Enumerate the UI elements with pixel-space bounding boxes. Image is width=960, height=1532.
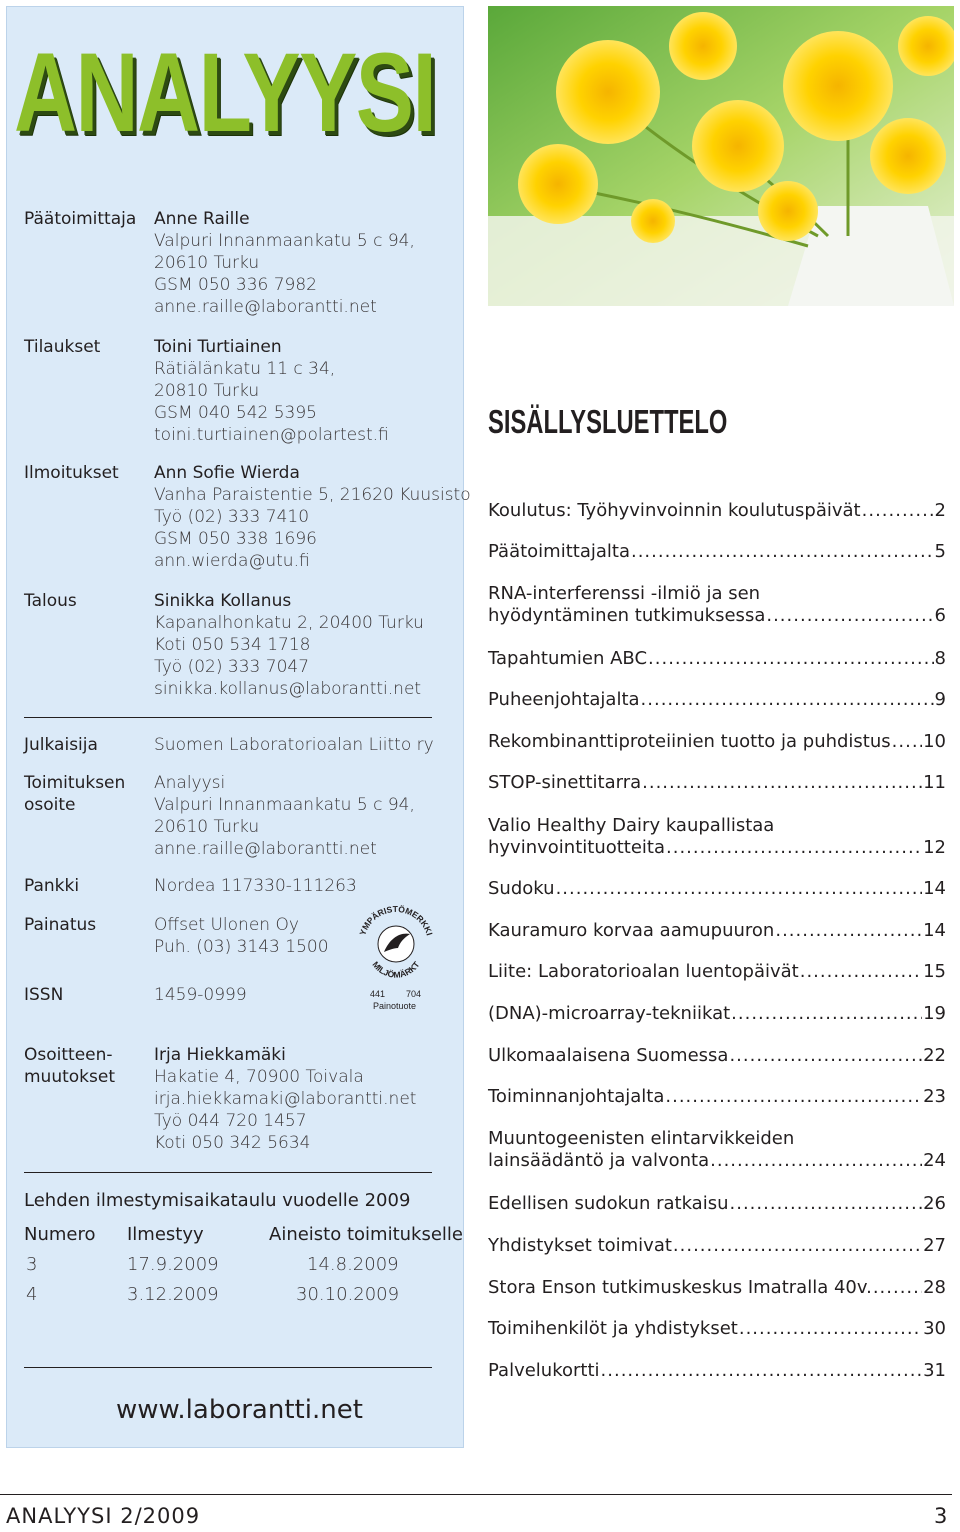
- ads-work-phone: Työ (02) 333 7410: [154, 507, 310, 527]
- schedule-cell: 3.12.2009: [127, 1284, 219, 1305]
- address-changes-work-phone: Työ 044 720 1457: [154, 1111, 307, 1131]
- ads-contact: [154, 462, 471, 572]
- toc-entry[interactable]: [488, 772, 946, 794]
- issn-label: ISSN: [24, 985, 64, 1005]
- editor-phone: GSM 050 336 7982: [154, 275, 318, 295]
- toc-leader-dots: [631, 541, 934, 563]
- divider: [24, 1367, 432, 1368]
- toc-entry[interactable]: [488, 689, 946, 711]
- toc-leader-dots: [641, 689, 934, 711]
- printing-contact: [154, 914, 329, 958]
- toc-entry-title: STOP-sinettitarra: [488, 772, 642, 793]
- schedule-header-number: Numero: [24, 1224, 96, 1245]
- toc-leader-dots: [601, 1360, 923, 1382]
- address-changes-email: irja.hiekkamaki@laborantti.net: [154, 1089, 417, 1109]
- toc-entry-title: Toimihenkilöt ja yhdistykset: [488, 1318, 738, 1339]
- toc-entry[interactable]: [488, 500, 946, 522]
- ecolabel-number-right: 704: [406, 989, 422, 999]
- editor-email: anne.raille@laborantti.net: [154, 297, 377, 317]
- toc-entry-title: Tapahtumien ABC: [488, 648, 648, 669]
- editor-address-line: 20610 Turku: [154, 253, 260, 273]
- toc-entry-page: 24: [923, 1150, 946, 1171]
- toc-entry-title: Ulkomaalaisena Suomessa: [488, 1045, 729, 1066]
- toc-entry-title: hyödyntäminen tutkimuksessa: [488, 605, 766, 626]
- subscriptions-address-line: Rätiälänkatu 11 c 34,: [154, 359, 336, 379]
- toc-entry-page: 19: [923, 1003, 946, 1024]
- website-link[interactable]: www.laborantti.net: [116, 1395, 363, 1425]
- toc-leader-dots: [666, 837, 922, 859]
- toc-leader-dots: [673, 1235, 922, 1257]
- printing-label: Painatus: [24, 915, 97, 935]
- toc-entry[interactable]: [488, 648, 946, 670]
- divider: [24, 717, 432, 718]
- toc-entry-title: (DNA)-microarray-tekniikat: [488, 1003, 731, 1024]
- toc-entry-title: Puheenjohtajalta: [488, 689, 640, 710]
- toc-entry-title: Toiminnanjohtajalta: [488, 1086, 665, 1107]
- ads-address-line: Vanha Paraistentie 5, 21620 Kuusisto: [154, 485, 471, 505]
- toc-entry[interactable]: [488, 1318, 946, 1340]
- toc-entry-page: 9: [934, 689, 946, 710]
- toc-leader-dots: [800, 961, 922, 983]
- printing-phone: Puh. (03) 3143 1500: [154, 937, 329, 957]
- finance-label: Talous: [24, 591, 77, 611]
- toc-entry[interactable]: [488, 1045, 946, 1067]
- toc-entry[interactable]: [488, 1235, 946, 1257]
- finance-home-phone: Koti 050 534 1718: [154, 635, 311, 655]
- address-changes-label-line: Osoitteen-: [24, 1045, 113, 1065]
- toc-entry[interactable]: [488, 731, 946, 753]
- subscriptions-phone: GSM 040 542 5395: [154, 403, 318, 423]
- toc-entry-title: RNA-interferenssi -ilmiö ja sen: [488, 583, 761, 604]
- office-email: anne.raille@laborantti.net: [154, 839, 377, 859]
- schedule-header-deadline: Aineisto toimitukselle: [269, 1224, 463, 1245]
- nordic-swan-ecolabel: [356, 902, 436, 1014]
- toc-entry[interactable]: [488, 815, 946, 859]
- address-changes-contact: [154, 1044, 416, 1154]
- footer-rule: [0, 1494, 952, 1495]
- address-changes-label-line: muutokset: [24, 1067, 116, 1087]
- office-label: [24, 772, 125, 816]
- schedule-cell: 14.8.2009: [307, 1254, 399, 1275]
- office-label-line: Toimituksen: [24, 773, 126, 793]
- toc-entry-title: Muuntogeenisten elintarvikkeiden: [488, 1128, 795, 1149]
- toc-entry-page: 15: [923, 961, 946, 982]
- ads-name: Ann Sofie Wierda: [154, 463, 300, 483]
- ecolabel-arc-bottom: MILJÖMÄRKT: [370, 959, 422, 980]
- office-address-line: 20610 Turku: [154, 817, 260, 837]
- toc-entry[interactable]: [488, 1128, 946, 1172]
- subscriptions-contact: [154, 336, 389, 446]
- finance-work-phone: Työ (02) 333 7047: [154, 657, 310, 677]
- finance-contact: [154, 590, 424, 700]
- editor-label: Päätoimittaja: [24, 209, 137, 229]
- toc-leader-dots: [710, 1150, 922, 1172]
- publisher-value: Suomen Laboratorioalan Liitto ry: [154, 735, 434, 755]
- subscriptions-email: toini.turtiainen@polartest.fi: [154, 425, 389, 445]
- toc-entry-page: 2: [934, 500, 946, 521]
- toc-entry-title: Päätoimittajalta: [488, 541, 630, 562]
- schedule-cell: 4: [26, 1284, 38, 1305]
- address-changes-address-line: Hakatie 4, 70900 Toivala: [154, 1067, 364, 1087]
- toc-entry-page: 10: [923, 731, 946, 752]
- footer-issue: ANALYYSI 2/2009: [6, 1504, 201, 1528]
- schedule-cell: 3: [26, 1254, 38, 1275]
- finance-email: sinikka.kollanus@laborantti.net: [154, 679, 422, 699]
- finance-name: Sinikka Kollanus: [154, 591, 292, 611]
- toc-leader-dots: [739, 1318, 922, 1340]
- toc-leader-dots: [556, 878, 923, 900]
- schedule-heading: Lehden ilmestymisaikataulu vuodelle 2009: [24, 1190, 411, 1211]
- toc-entry-page: 28: [923, 1277, 946, 1298]
- toc-leader-dots: [642, 772, 922, 794]
- toc-leader-dots: [648, 648, 934, 670]
- toc-entry[interactable]: [488, 1003, 946, 1025]
- toc-leader-dots: [766, 605, 933, 627]
- divider: [24, 1172, 432, 1173]
- publisher-label: Julkaisija: [24, 735, 98, 755]
- toc-leader-dots: [873, 1277, 922, 1299]
- bank-label: Pankki: [24, 876, 80, 896]
- subscriptions-name: Toini Turtiainen: [154, 337, 282, 357]
- toc-leader-dots: [729, 1045, 922, 1067]
- toc-entry[interactable]: [488, 1086, 946, 1108]
- toc-entry[interactable]: [488, 1360, 946, 1382]
- toc-entry-title: Sudoku: [488, 878, 555, 899]
- toc-entry-title: hyvinvointituotteita: [488, 837, 666, 858]
- toc-leader-dots: [730, 1193, 923, 1215]
- toc-entry-page: 14: [923, 920, 946, 941]
- toc-entry-page: 8: [934, 648, 946, 669]
- address-changes-home-phone: Koti 050 342 5634: [154, 1133, 311, 1153]
- ecolabel-caption: Painotuote: [373, 1001, 417, 1011]
- toc-entry[interactable]: [488, 1277, 946, 1299]
- toc-entry-page: 26: [923, 1193, 946, 1214]
- footer-page-number: 3: [934, 1504, 948, 1528]
- address-changes-name: Irja Hiekkamäki: [154, 1045, 286, 1065]
- office-address-line: Valpuri Innanmaankatu 5 c 94,: [154, 795, 415, 815]
- toc-entry-title: Kauramuro korvaa aamupuuron: [488, 920, 775, 941]
- toc-leader-dots: [775, 920, 922, 942]
- toc-entry-page: 27: [923, 1235, 946, 1256]
- ads-label: Ilmoitukset: [24, 463, 119, 483]
- subscriptions-address-line: 20810 Turku: [154, 381, 260, 401]
- toc-entry-title: Yhdistykset toimivat: [488, 1235, 672, 1256]
- schedule-header-published: Ilmestyy: [127, 1224, 204, 1245]
- office-label-line: osoite: [24, 795, 76, 815]
- ads-email: ann.wierda@utu.fi: [154, 551, 310, 571]
- office-name: Analyysi: [154, 773, 226, 793]
- toc-leader-dots: [862, 500, 934, 522]
- ecolabel-number-left: 441: [370, 989, 386, 999]
- toc-entry-title: Palvelukortti: [488, 1360, 600, 1381]
- toc-leader-dots: [731, 1003, 922, 1025]
- toc-entry-page: 5: [934, 541, 946, 562]
- printing-company: Offset Ulonen Oy: [154, 915, 299, 935]
- toc-entry-title: Koulutus: Työhyvinvoinnin koulutuspäivät: [488, 500, 861, 521]
- toc-entry-title: Valio Healthy Dairy kaupallistaa: [488, 815, 775, 836]
- toc-entry-title: lainsäädäntö ja valvonta: [488, 1150, 710, 1171]
- ecolabel-arc-top: YMPÄRISTÖMERKKI: [357, 903, 435, 937]
- toc-leader-dots: [892, 731, 922, 753]
- toc-entry-page: 23: [923, 1086, 946, 1107]
- issn-value: 1459-0999: [154, 985, 247, 1005]
- toc-leader-dots: [665, 1086, 922, 1108]
- toc-entry-title: Edellisen sudokun ratkaisu: [488, 1193, 729, 1214]
- office-contact: [154, 772, 415, 860]
- dandelion-photo: [488, 6, 954, 306]
- toc-entry-title: Liite: Laboratorioalan luentopäivät: [488, 961, 799, 982]
- editor-address-line: Valpuri Innanmaankatu 5 c 94,: [154, 231, 415, 251]
- ads-mobile-phone: GSM 050 338 1696: [154, 529, 318, 549]
- toc-entry[interactable]: [488, 920, 946, 942]
- toc-entry[interactable]: [488, 961, 946, 983]
- toc-entry-title: Rekombinanttiproteiinien tuotto ja puhdistus: [488, 731, 891, 752]
- bank-value: Nordea 117330-111263: [154, 876, 357, 896]
- finance-address-line: Kapanalhonkatu 2, 20400 Turku: [154, 613, 424, 633]
- toc-entry[interactable]: [488, 878, 946, 900]
- toc-entry-page: 12: [923, 837, 946, 858]
- toc-entry[interactable]: [488, 1193, 946, 1215]
- magazine-logo-title: ANALYYSI: [14, 30, 436, 155]
- toc-entry-page: 31: [923, 1360, 946, 1381]
- address-changes-label: [24, 1044, 115, 1088]
- toc-entry-page: 6: [934, 605, 946, 626]
- schedule-cell: 30.10.2009: [296, 1284, 400, 1305]
- toc-entry-page: 11: [923, 772, 946, 793]
- editor-name: Anne Raille: [154, 209, 250, 229]
- editor-contact: [154, 208, 415, 318]
- toc-heading: SISÄLLYSLUETTELO: [488, 403, 728, 440]
- subscriptions-label: Tilaukset: [24, 337, 101, 357]
- schedule-cell: 17.9.2009: [127, 1254, 219, 1275]
- toc-entry-page: 14: [923, 878, 946, 899]
- toc-entry[interactable]: [488, 583, 946, 627]
- toc-entry-title: Stora Enson tutkimuskeskus Imatralla 40v.: [488, 1277, 872, 1298]
- toc-entry-page: 30: [923, 1318, 946, 1339]
- toc-entry-page: 22: [923, 1045, 946, 1066]
- toc-entry[interactable]: [488, 541, 946, 563]
